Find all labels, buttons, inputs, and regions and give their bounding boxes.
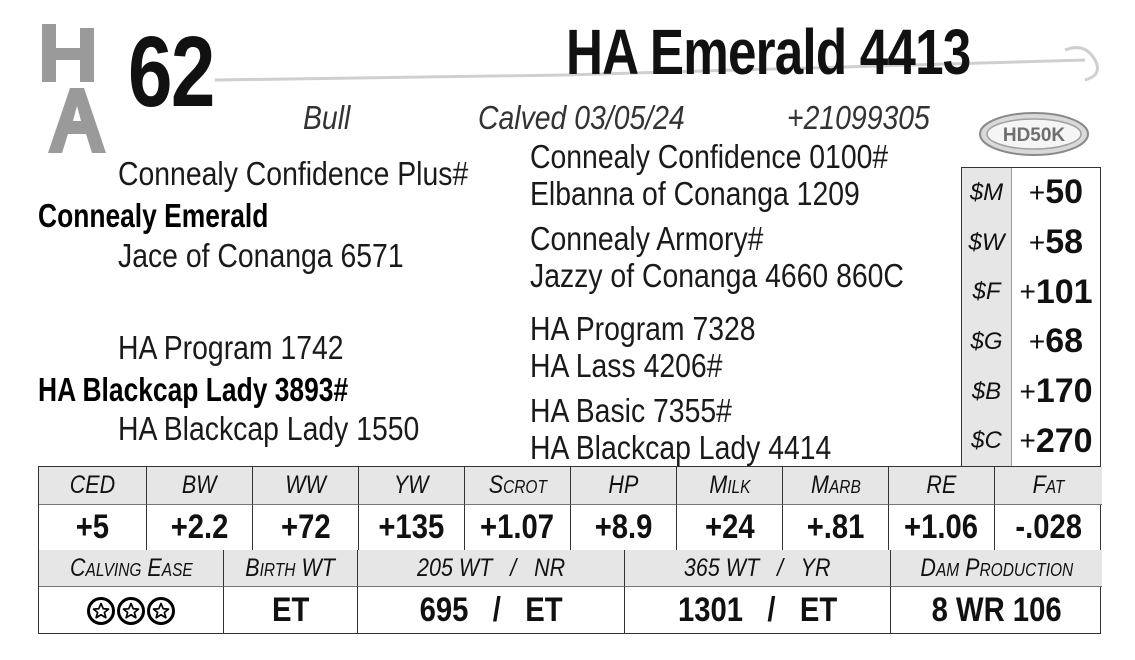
epd-value-yw: +135 [359, 505, 465, 550]
epd-value-hp: +8.9 [571, 505, 677, 550]
epd-header-scrot: Scrot [465, 467, 571, 505]
dollar-row-c [962, 416, 1100, 466]
animal-name: HA Emerald 4413 [566, 16, 971, 88]
epd-value-scrot: +1.07 [465, 505, 571, 550]
dollar-value: + 50 [1028, 173, 1084, 212]
dollar-row-g [962, 317, 1100, 367]
star-rating [87, 597, 175, 625]
dam-dam: HA Blackcap Lady 1550 [118, 410, 420, 447]
epd-value-ced: +5 [39, 505, 147, 550]
star-icon [147, 597, 175, 625]
epd-value-bw: +2.2 [147, 505, 253, 550]
badge-shape [978, 110, 1090, 158]
epd-table [38, 466, 1101, 551]
dollar-value: + 58 [1028, 223, 1084, 261]
great-grandparent-1: Connealy Confidence 0100# [530, 138, 889, 175]
perf-value-365-wt: 1301 / ET [625, 587, 891, 634]
badge-text: HD50K [1002, 125, 1066, 146]
perf-header-dam-production: Dam Production [891, 550, 1102, 587]
dollar-label: $M [962, 168, 1012, 218]
dollar-label: $W [962, 218, 1012, 268]
dam-sire: HA Program 1742 [118, 329, 344, 366]
dollar-row-w [962, 218, 1100, 268]
epd-header-fat: Fat [995, 467, 1102, 505]
sire-sire: Connealy Confidence Plus# [118, 155, 469, 192]
epd-header-bw: BW [147, 467, 253, 505]
epd-value-fat: -.028 [1015, 508, 1082, 546]
dollar-value: + 68 [1028, 322, 1084, 361]
perf-value-205-wt: 695 / ET [358, 587, 625, 634]
epd-header-marb: Marb [783, 467, 889, 505]
dollar-value: + 101 [1019, 272, 1093, 311]
perf-value-birth-wt: ET [224, 587, 358, 634]
great-grandparent-2: Elbanna of Conanga 1209 [530, 175, 860, 212]
epd-header-ced: CED [39, 467, 147, 505]
registration-number: +21099305 [787, 99, 930, 136]
calving-ease-stars [39, 587, 224, 634]
epd-value-marb: +.81 [783, 505, 889, 550]
dollar-label: $F [962, 267, 1012, 317]
star-icon [117, 597, 145, 625]
great-grandparent-5: HA Program 7328 [530, 310, 756, 347]
star-icon [87, 597, 115, 625]
performance-table [38, 550, 1101, 634]
perf-header-205-wt: 205 WT / NR [358, 550, 625, 587]
calved-date: Calved 03/05/24 [478, 99, 685, 136]
great-grandparent-7: HA Basic 7355# [530, 392, 732, 429]
dollar-row-m [962, 168, 1100, 218]
epd-header-milk: Milk [677, 467, 783, 505]
great-grandparent-3: Connealy Armory# [530, 220, 764, 257]
perf-header-calving-ease: Calving Ease [39, 550, 224, 587]
dollar-value: + 270 [1019, 421, 1093, 460]
epd-value-ww: +72 [253, 505, 359, 550]
great-grandparent-8: HA Blackcap Lady 4414 [530, 429, 832, 466]
dollar-label: $G [962, 317, 1012, 367]
sire: Connealy Emerald [38, 197, 269, 234]
animal-sex: Bull [303, 99, 351, 136]
perf-header-birth-wt: Birth WT [224, 550, 358, 587]
dollar-row-f [962, 267, 1100, 317]
dollar-label: $B [962, 367, 1012, 417]
epd-header-re: RE [889, 467, 995, 505]
ha-logo [38, 18, 116, 158]
perf-header-365-wt: 365 WT / YR [625, 550, 891, 587]
perf-value-dam-production: 8 WR 106 [931, 591, 1062, 629]
epd-header-ww: WW [253, 467, 359, 505]
dam: HA Blackcap Lady 3893# [38, 371, 349, 408]
epd-value-re: +1.06 [889, 505, 995, 550]
dollar-row-b [962, 367, 1100, 417]
sire-dam: Jace of Conanga 6571 [118, 237, 404, 274]
epd-header-hp: HP [571, 467, 677, 505]
great-grandparent-6: HA Lass 4206# [530, 347, 723, 384]
epd-header-yw: YW [359, 467, 465, 505]
dollar-value-box [961, 167, 1101, 467]
hd50k-badge [978, 110, 1090, 158]
dollar-label: $C [962, 416, 1012, 466]
dollar-value: + 170 [1019, 372, 1093, 411]
great-grandparent-4: Jazzy of Conanga 4660 860C [530, 257, 904, 294]
epd-value-milk: +24 [677, 505, 783, 550]
lot-number: 62 [128, 16, 214, 128]
